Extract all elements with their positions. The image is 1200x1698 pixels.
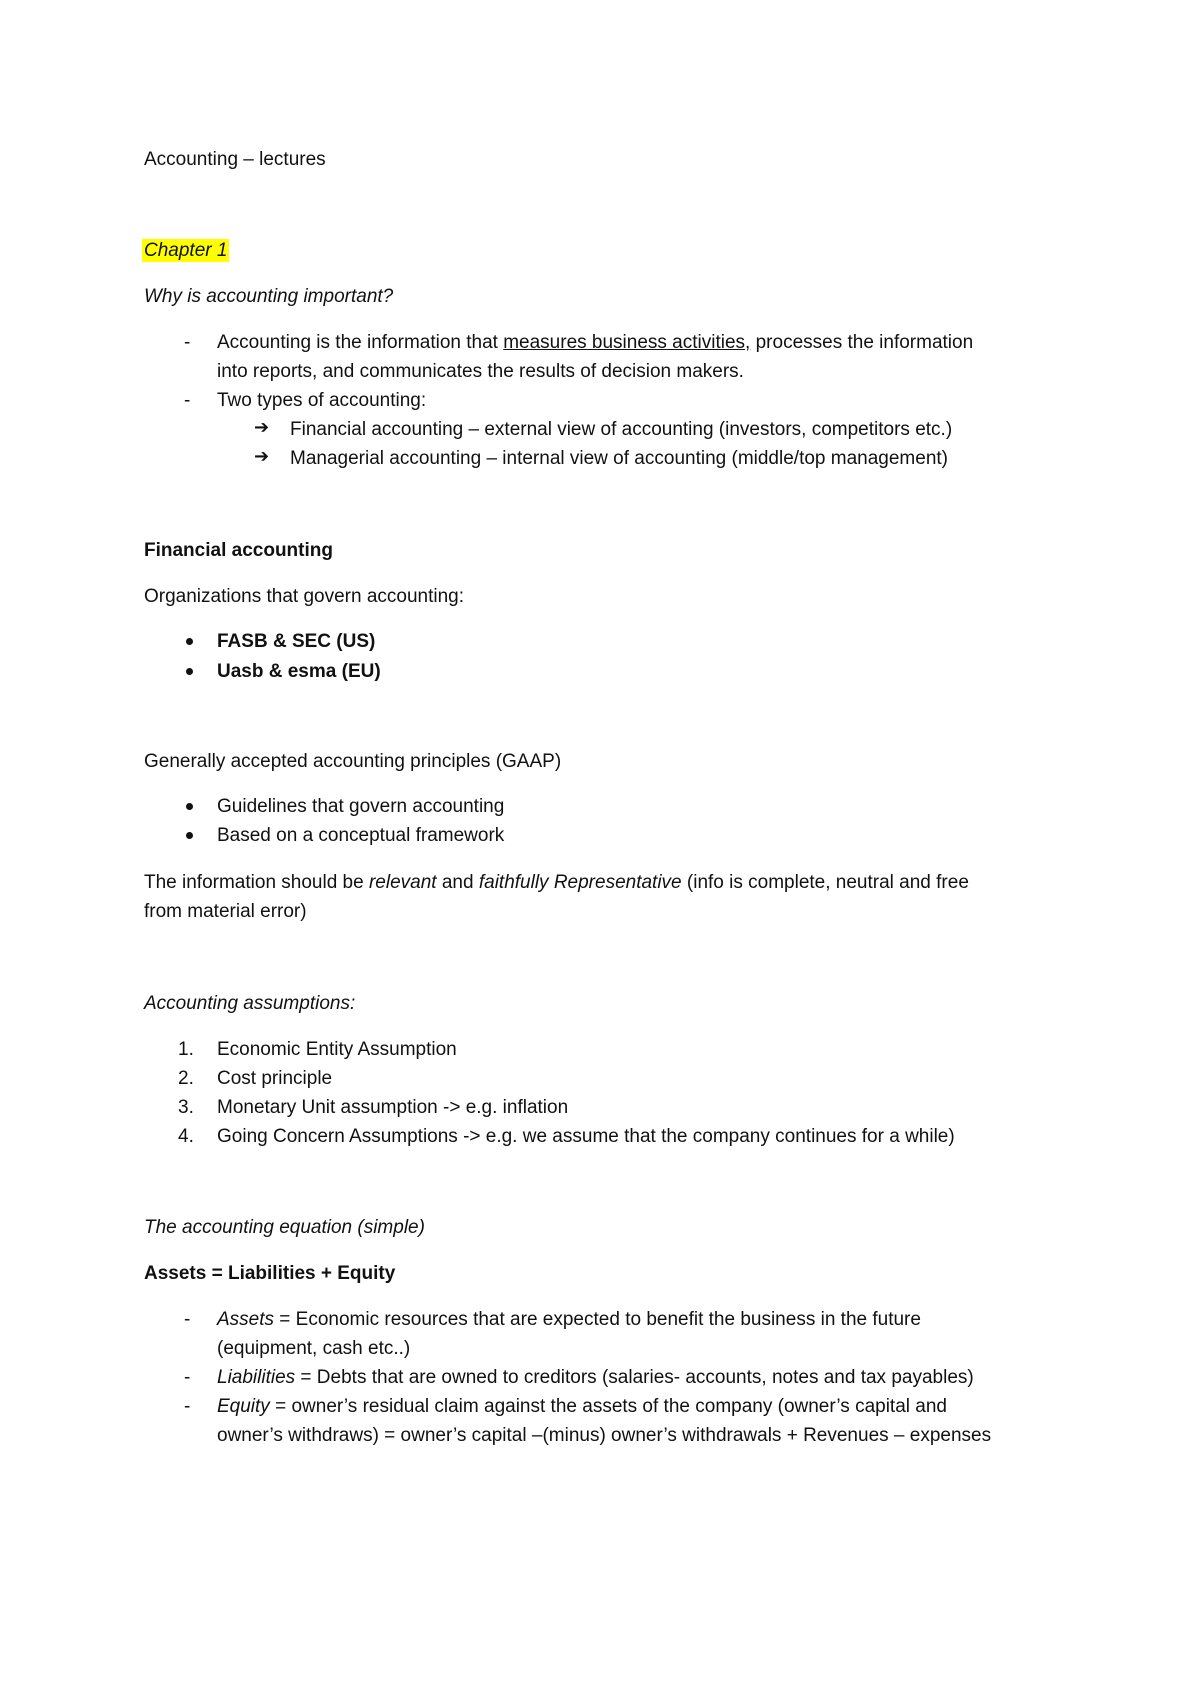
equation-heading: The accounting equation (simple) — [144, 1217, 425, 1238]
dash-marker: - — [184, 1367, 191, 1388]
dash-marker: - — [184, 332, 191, 353]
text-run: and — [436, 872, 479, 893]
term-liabilities: Liabilities — [217, 1367, 296, 1388]
arrow-right-icon: ➔ — [254, 446, 270, 467]
assumption-item: Cost principle — [217, 1068, 333, 1089]
accounting-definition-continuation: into reports, and communicates the results of decision makers. — [217, 361, 744, 382]
text-run: Accounting is the information that — [217, 332, 504, 353]
bullet-icon — [186, 668, 193, 675]
dash-marker: - — [184, 1396, 191, 1417]
gaap-item: Guidelines that govern accounting — [217, 796, 505, 817]
list-number: 4. — [178, 1126, 194, 1147]
liabilities-definition — [217, 1368, 974, 1387]
text-run: = Debts that are owned to creditors (salaries- accounts, notes and tax payables) — [295, 1367, 974, 1388]
assumptions-heading: Accounting assumptions: — [144, 993, 356, 1014]
dash-marker: - — [184, 1309, 191, 1330]
chapter-heading — [144, 241, 229, 260]
financial-accounting-heading: Financial accounting — [144, 540, 333, 561]
accounting-definition-line — [217, 333, 973, 352]
bullet-icon — [186, 803, 193, 810]
list-number: 1. — [178, 1039, 194, 1060]
arrow-right-icon: ➔ — [254, 417, 270, 438]
accounting-equation: Assets = Liabilities + Equity — [144, 1263, 396, 1284]
information-quality-continuation: from material error) — [144, 901, 307, 922]
financial-accounting-item: Financial accounting – external view of accounting (investors, competitors etc.) — [290, 419, 953, 440]
managerial-accounting-item: Managerial accounting – internal view of accounting (middle/top management) — [290, 448, 948, 469]
assumption-item: Economic Entity Assumption — [217, 1039, 457, 1060]
text-run: (info is complete, neutral and free — [681, 872, 969, 893]
list-number: 2. — [178, 1068, 194, 1089]
types-of-accounting: Two types of accounting: — [217, 390, 427, 411]
list-number: 3. — [178, 1097, 194, 1118]
text-run: processes the information — [750, 332, 974, 353]
text-run: = Economic resources that are expected to benefit the business in the future — [274, 1309, 921, 1330]
gaap-heading: Generally accepted accounting principles (GAAP) — [144, 751, 562, 772]
equity-definition — [217, 1397, 947, 1416]
chapter-highlight: Chapter 1 — [144, 240, 228, 261]
org-item-us: FASB & SEC (US) — [217, 631, 376, 652]
text-run: The information should be — [144, 872, 369, 893]
information-quality-line — [144, 873, 969, 892]
equity-definition-continuation: owner’s withdraws) = owner’s capital –(minus) owner’s withdrawals + Revenues – expenses — [217, 1425, 992, 1446]
gaap-item: Based on a conceptual framework — [217, 825, 505, 846]
bullet-icon — [186, 638, 193, 645]
org-item-eu: Uasb & esma (EU) — [217, 661, 381, 682]
term-assets: Assets — [217, 1309, 275, 1330]
text-run: = owner’s residual claim against the assets of the company (owner’s capital and — [269, 1396, 947, 1417]
italic-text: faithfully Representative — [478, 872, 682, 893]
assumption-item: Going Concern Assumptions -> e.g. we assume that the company continues for a while) — [217, 1126, 955, 1147]
assumption-item: Monetary Unit assumption -> e.g. inflation — [217, 1097, 569, 1118]
italic-text: relevant — [368, 872, 437, 893]
assets-definition-continuation: (equipment, cash etc..) — [217, 1338, 411, 1359]
underlined-text: measures business activities, — [503, 332, 751, 353]
term-equity: Equity — [217, 1396, 270, 1417]
dash-marker: - — [184, 390, 191, 411]
bullet-icon — [186, 832, 193, 839]
question-heading: Why is accounting important? — [144, 286, 394, 307]
document-title: Accounting – lectures — [144, 149, 326, 170]
assets-definition — [217, 1310, 921, 1329]
organizations-heading: Organizations that govern accounting: — [144, 586, 465, 607]
